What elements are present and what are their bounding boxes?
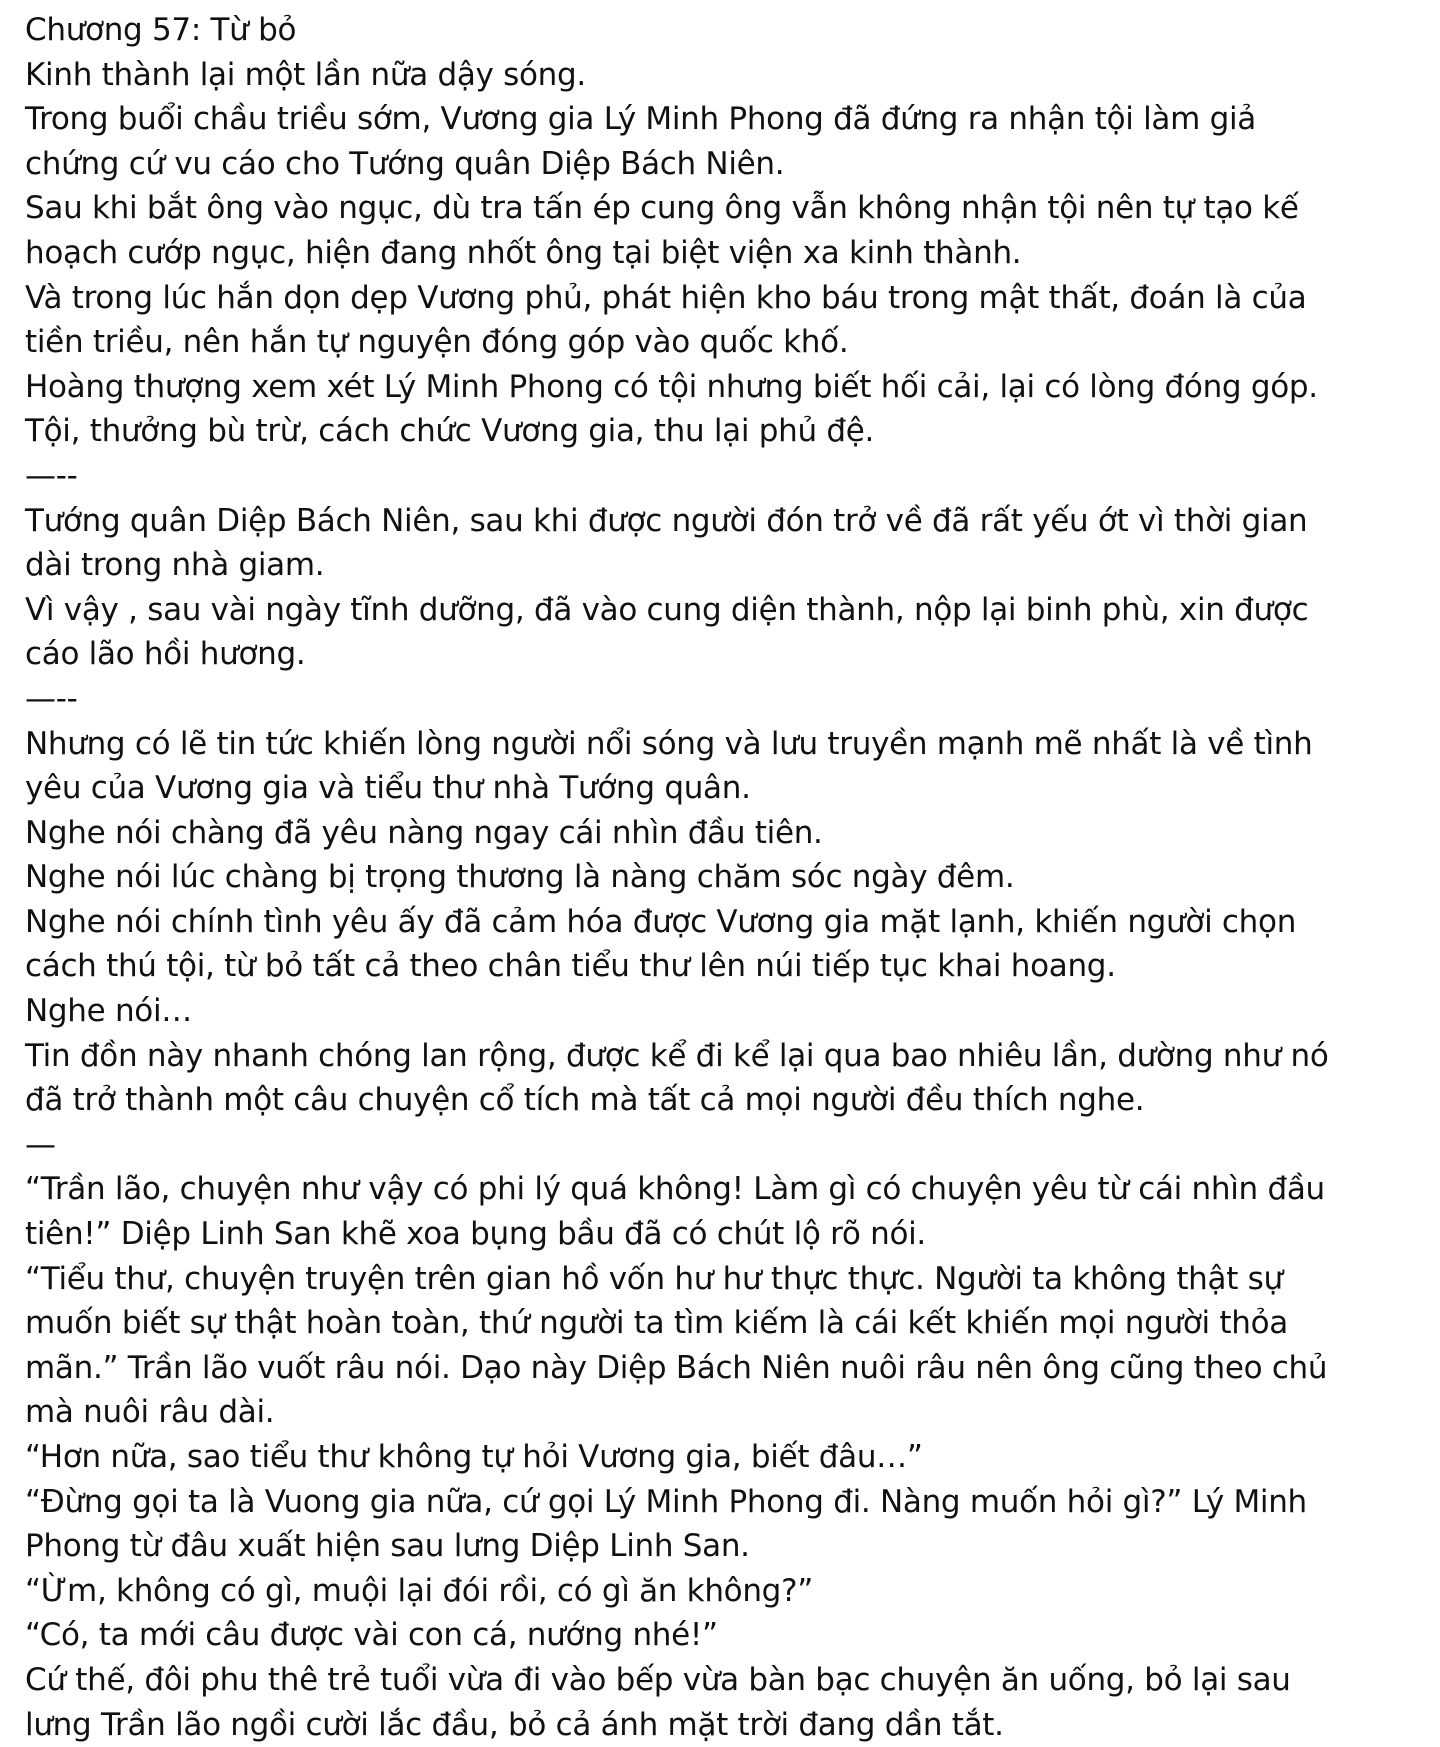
text-line: hoạch cướp ngục, hiện đang nhốt ông tại biệt viện xa kinh thành. bbox=[25, 234, 1022, 271]
text-line: cáo lão hồi hương. bbox=[25, 636, 306, 673]
text-line: Cứ thế, đôi phu thê trẻ tuổi vừa đi vào bếp vừa bàn bạc chuyện ăn uống, bỏ lại sau bbox=[25, 1661, 1291, 1698]
text-line: “Có, ta mới câu được vài con cá, nướng nhé!” bbox=[25, 1617, 718, 1654]
text-line: Hoàng thượng xem xét Lý Minh Phong có tội nhưng biết hối cải, lại có lòng đóng góp. bbox=[25, 368, 1318, 405]
document-text bbox=[25, 8, 1420, 1747]
text-line: dài trong nhà giam. bbox=[25, 547, 325, 584]
text-line: Vì vậy , sau vài ngày tĩnh dưỡng, đã vào cung diện thành, nộp lại binh phù, xin được bbox=[25, 591, 1309, 628]
text-line: “Trần lão, chuyện như vậy có phi lý quá không! Làm gì có chuyện yêu từ cái nhìn đầu bbox=[25, 1171, 1325, 1208]
text-line: muốn biết sự thật hoàn toàn, thứ người ta tìm kiếm là cái kết khiến mọi người thỏa bbox=[25, 1305, 1288, 1342]
text-line: Nghe nói chàng đã yêu nàng ngay cái nhìn đầu tiên. bbox=[25, 814, 823, 851]
text-line: lưng Trần lão ngồi cười lắc đầu, bỏ cả ánh mặt trời đang dần tắt. bbox=[25, 1706, 1004, 1743]
text-line: Tướng quân Diệp Bách Niên, sau khi được người đón trở về đã rất yếu ớt vì thời gian bbox=[25, 502, 1308, 539]
text-line: yêu của Vương gia và tiểu thư nhà Tướng quân. bbox=[25, 770, 751, 807]
text-line: tiền triều, nên hắn tự nguyện đóng góp vào quốc khố. bbox=[25, 324, 849, 361]
text-line: “Hơn nữa, sao tiểu thư không tự hỏi Vương gia, biết đâu…” bbox=[25, 1439, 923, 1475]
text-line: chứng cứ vu cáo cho Tướng quân Diệp Bách Niên. bbox=[25, 145, 785, 182]
text-line: Và trong lúc hắn dọn dẹp Vương phủ, phát hiện kho báu trong mật thất, đoán là của bbox=[25, 279, 1307, 316]
text-line: mà nuôi râu dài. bbox=[25, 1394, 275, 1431]
text-line: “Đừng gọi ta là Vuong gia nữa, cứ gọi Lý Minh Phong đi. Nàng muốn hỏi gì?” Lý Minh bbox=[25, 1483, 1307, 1520]
text-line: Nghe nói chính tình yêu ấy đã cảm hóa được Vương gia mặt lạnh, khiến người chọn bbox=[25, 903, 1297, 940]
text-line: Tin đồn này nhanh chóng lan rộng, được kể đi kể lại qua bao nhiêu lần, dường như nó bbox=[25, 1037, 1329, 1074]
text-line: Trong buổi chầu triều sớm, Vương gia Lý Minh Phong đã đứng ra nhận tội làm giả bbox=[25, 101, 1256, 138]
text-line: — bbox=[25, 1126, 56, 1163]
text-line: Phong từ đâu xuất hiện sau lưng Diệp Linh San. bbox=[25, 1528, 750, 1565]
text-line: đã trở thành một câu chuyện cổ tích mà tất cả mọi người đều thích nghe. bbox=[25, 1082, 1145, 1119]
text-line: Sau khi bắt ông vào ngục, dù tra tấn ép cung ông vẫn không nhận tội nên tự tạo kế bbox=[25, 190, 1299, 227]
text-line: —-- bbox=[25, 457, 78, 494]
chapter-title: Chương 57: Từ bỏ bbox=[25, 12, 297, 48]
text-line: cách thú tội, từ bỏ tất cả theo chân tiểu thư lên núi tiếp tục khai hoang. bbox=[25, 948, 1116, 985]
text-line: “Tiểu thư, chuyện truyện trên gian hồ vốn hư hư thực thực. Người ta không thật sự bbox=[25, 1260, 1283, 1297]
text-line: Nghe nói lúc chàng bị trọng thương là nàng chăm sóc ngày đêm. bbox=[25, 859, 1015, 896]
text-line: “Ừm, không có gì, muội lại đói rồi, có gì ăn không?” bbox=[25, 1572, 813, 1609]
text-line: Kinh thành lại một lần nữa dậy sóng. bbox=[25, 56, 586, 93]
text-line: —-- bbox=[25, 680, 78, 717]
text-line: tiên!” Diệp Linh San khẽ xoa bụng bầu đã có chút lộ rõ nói. bbox=[25, 1216, 926, 1253]
text-line: Nhưng có lẽ tin tức khiến lòng người nổi sóng và lưu truyền mạnh mẽ nhất là về tình bbox=[25, 725, 1313, 762]
text-line: Tội, thưởng bù trừ, cách chức Vương gia, thu lại phủ đệ. bbox=[25, 413, 875, 450]
text-line: Nghe nói… bbox=[25, 993, 192, 1030]
text-line: mãn.” Trần lão vuốt râu nói. Dạo này Diệp Bách Niên nuôi râu nên ông cũng theo chủ bbox=[25, 1349, 1328, 1386]
